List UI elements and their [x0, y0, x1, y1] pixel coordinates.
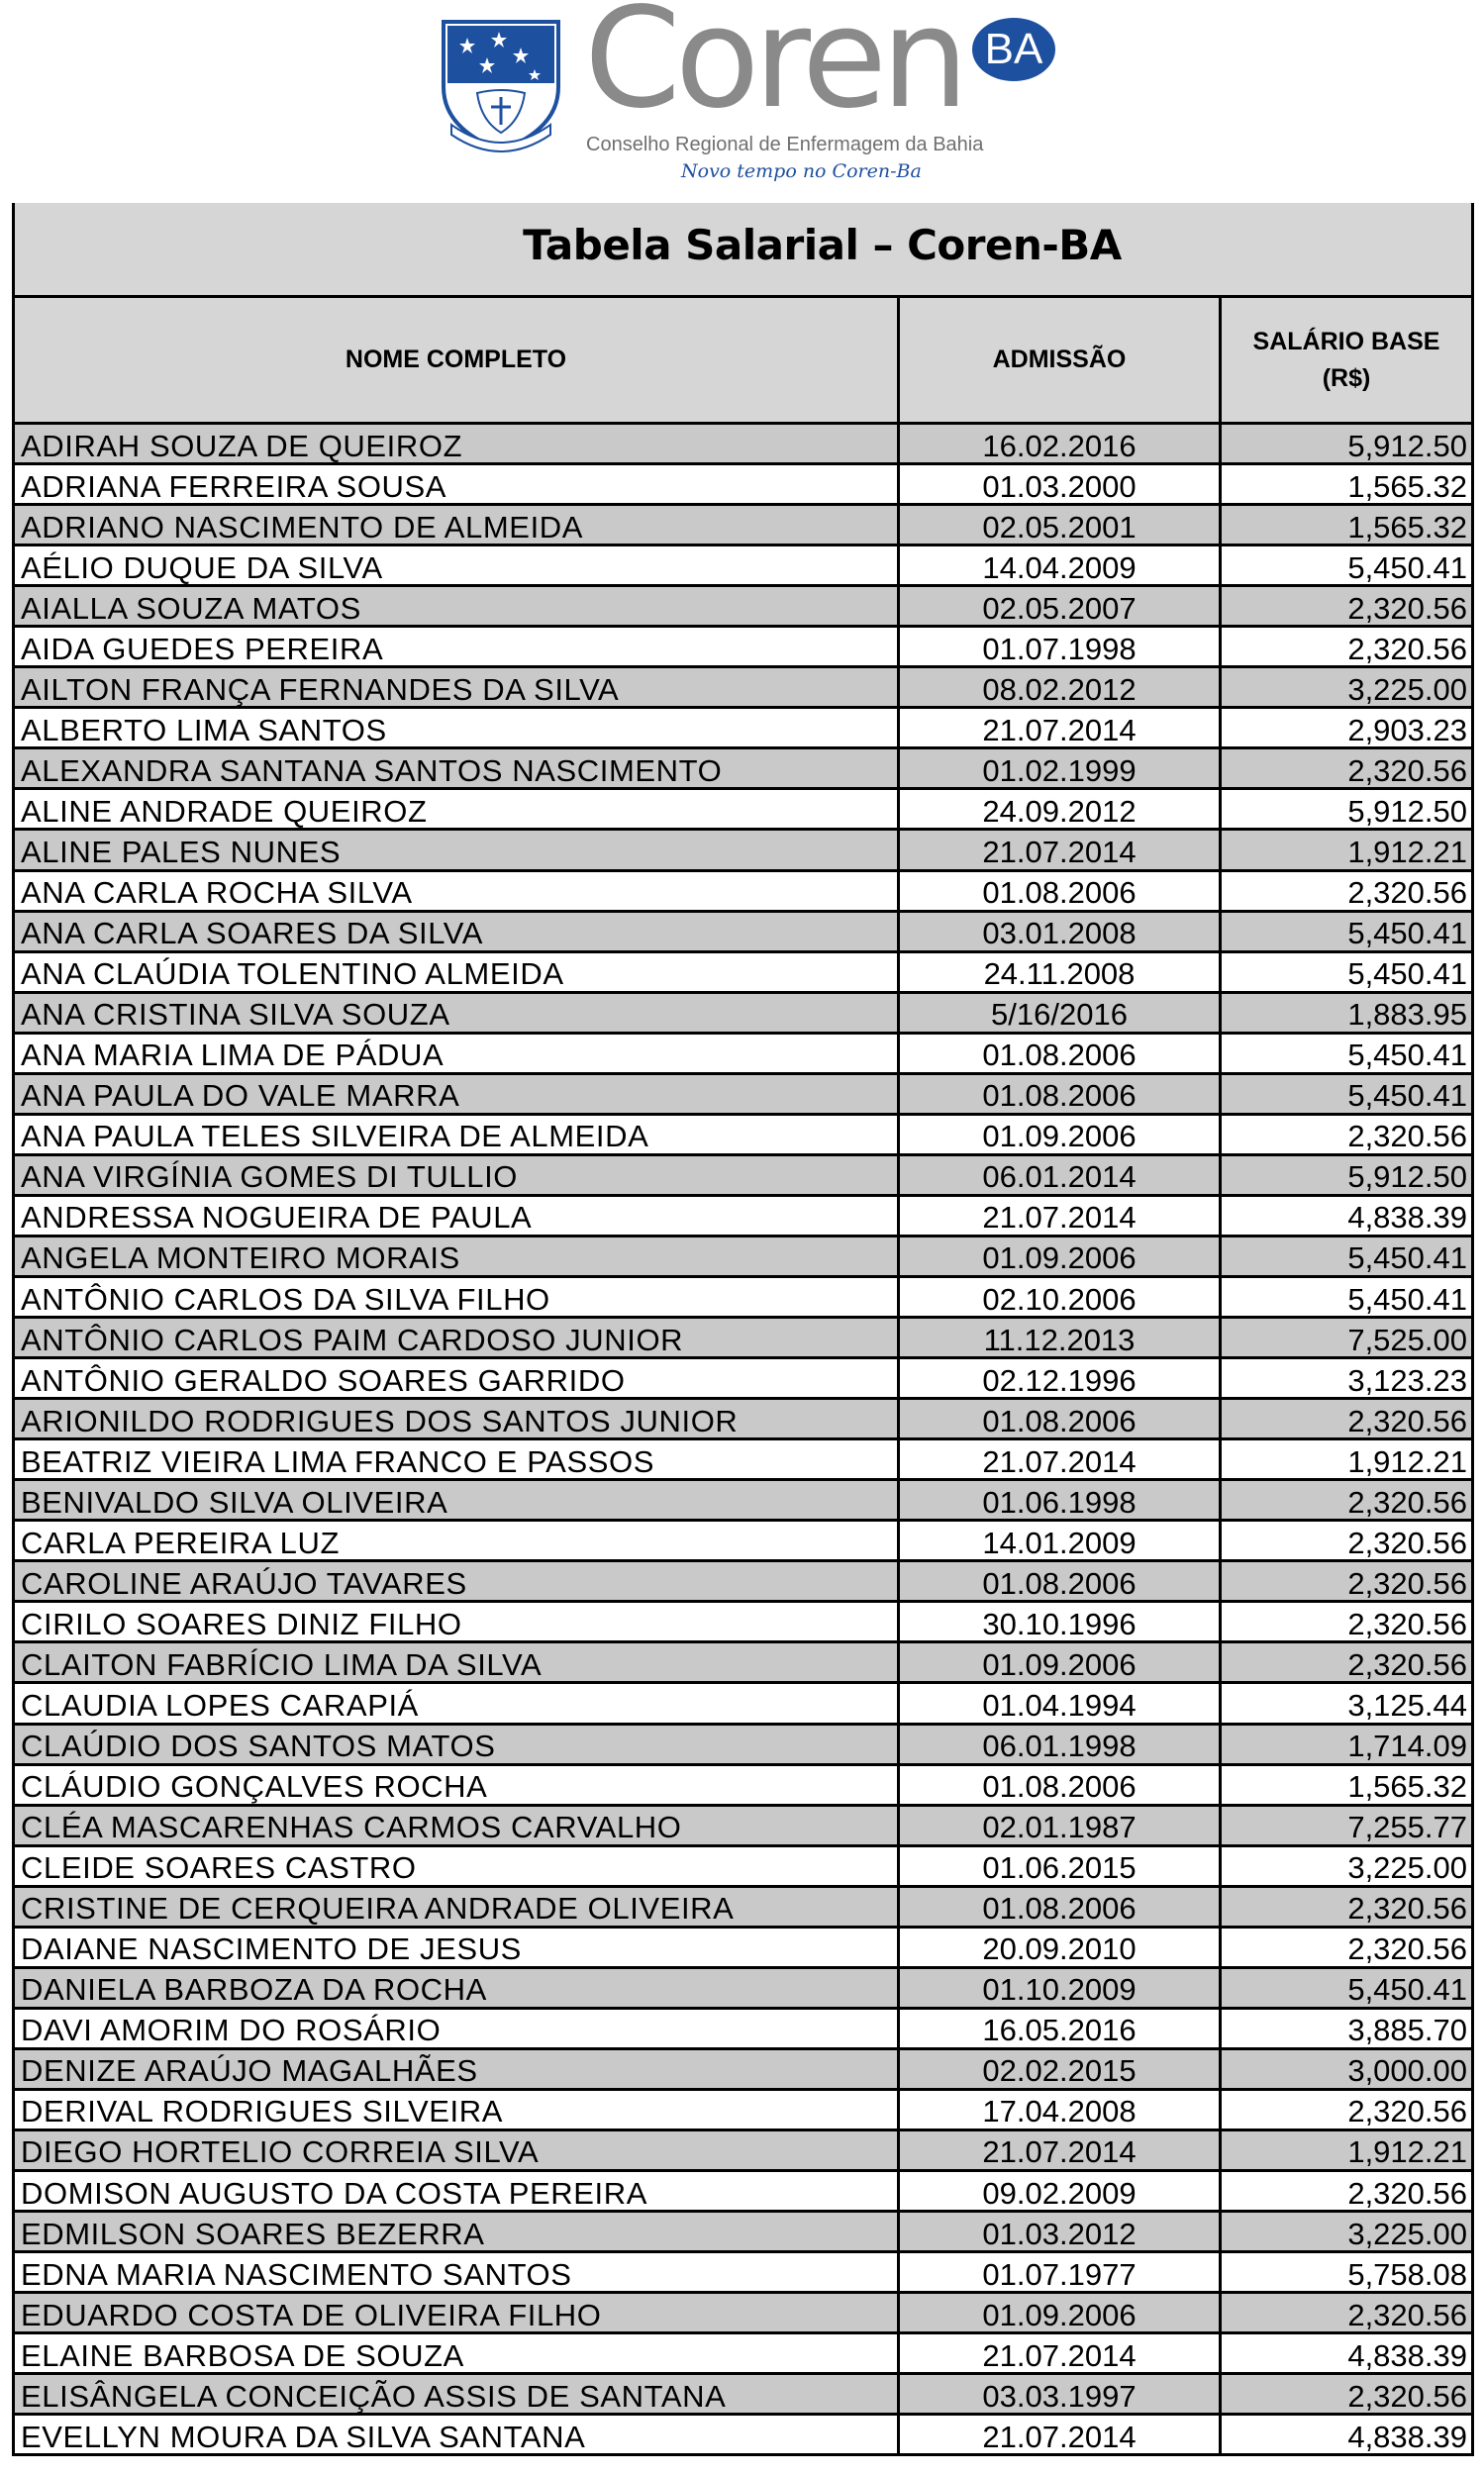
- cell-name: EDNA MARIA NASCIMENTO SANTOS: [15, 2253, 900, 2291]
- table-row: [12, 465, 1474, 506]
- cell-salary: 4,838.39: [1347, 1200, 1467, 1235]
- cell-admission: 14.04.2009: [900, 546, 1222, 584]
- cell-admission: 08.02.2012: [900, 668, 1222, 706]
- cell-admission: 11.12.2013: [900, 1319, 1222, 1356]
- table-body: [12, 425, 1474, 2456]
- cell-salary: 2,320.56: [1347, 1646, 1467, 1682]
- cell-name: DAIANE NASCIMENTO DE JESUS: [15, 1929, 900, 1966]
- table-row: [12, 546, 1474, 587]
- cell-admission: 16.02.2016: [900, 425, 1222, 462]
- cell-name: ADIRAH SOUZA DE QUEIROZ: [15, 425, 900, 462]
- table-row: [12, 831, 1474, 871]
- cell-admission: 02.02.2015: [900, 2050, 1222, 2088]
- table-row: [12, 1522, 1474, 1562]
- cell-salary: 2,903.23: [1347, 712, 1467, 747]
- column-header-salary-line1: SALÁRIO BASE: [1252, 328, 1440, 356]
- table-row: [12, 709, 1474, 749]
- cell-name: ADRIANA FERREIRA SOUSA: [15, 465, 900, 503]
- table-row: [12, 2416, 1474, 2456]
- column-header-salary-line2: (R$): [1322, 363, 1371, 392]
- table-row: [12, 1726, 1474, 1766]
- cell-salary: 2,320.56: [1347, 2175, 1467, 2211]
- cell-salary: 5,450.41: [1347, 1078, 1467, 1113]
- cell-name: ANTÔNIO GERALDO SOARES GARRIDO: [15, 1359, 900, 1397]
- cell-salary: 2,320.56: [1347, 590, 1467, 626]
- cell-name: CARLA PEREIRA LUZ: [15, 1522, 900, 1559]
- cell-name: AÉLIO DUQUE DA SILVA: [15, 546, 900, 584]
- table-row: [12, 1278, 1474, 1319]
- cell-name: ANA VIRGÍNIA GOMES DI TULLIO: [15, 1156, 900, 1194]
- table-row: [12, 1562, 1474, 1603]
- table-row: [12, 2010, 1474, 2050]
- cell-admission: 17.04.2008: [900, 2091, 1222, 2128]
- cell-admission: 01.04.1994: [900, 1684, 1222, 1722]
- cell-salary: 7,255.77: [1347, 1810, 1467, 1844]
- cell-salary: 3,125.44: [1347, 1687, 1467, 1723]
- cell-name: CLEIDE SOARES CASTRO: [15, 1847, 900, 1885]
- cell-admission: 21.07.2014: [900, 1197, 1222, 1235]
- cell-salary: 1,912.21: [1347, 2134, 1467, 2170]
- cell-name: AIDA GUEDES PEREIRA: [15, 628, 900, 665]
- table-row: [12, 1603, 1474, 1643]
- cell-salary: 7,525.00: [1347, 1322, 1467, 1357]
- cell-name: ANA MARIA LIMA DE PÁDUA: [15, 1035, 900, 1072]
- column-header-salary: [1222, 298, 1471, 422]
- cell-admission: 02.05.2007: [900, 587, 1222, 625]
- cell-name: BEATRIZ VIEIRA LIMA FRANCO E PASSOS: [15, 1440, 900, 1478]
- cell-name: CLÁUDIO GONÇALVES ROCHA: [15, 1766, 900, 1804]
- table-header-row: [12, 298, 1474, 425]
- cell-name: DENIZE ARAÚJO MAGALHÃES: [15, 2050, 900, 2088]
- table-row: [12, 1440, 1474, 1481]
- table-row: [12, 1075, 1474, 1116]
- cell-admission: 24.11.2008: [900, 953, 1222, 991]
- cell-salary: 2,320.56: [1347, 1891, 1467, 1926]
- table-row: [12, 1888, 1474, 1929]
- table-row: [12, 1319, 1474, 1359]
- cell-salary: 2,320.56: [1347, 1606, 1467, 1641]
- cell-name: DANIELA BARBOZA DA ROCHA: [15, 1969, 900, 2007]
- table-row: [12, 2050, 1474, 2091]
- cell-admission: 01.09.2006: [900, 2294, 1222, 2331]
- cell-admission: 14.01.2009: [900, 1522, 1222, 1559]
- logo-header: [0, 0, 1484, 198]
- cell-salary: 2,320.56: [1347, 2094, 1467, 2128]
- table-row: [12, 1116, 1474, 1156]
- cell-name: ELISÂNGELA CONCEIÇÃO ASSIS DE SANTANA: [15, 2375, 900, 2413]
- cell-admission: 21.07.2014: [900, 709, 1222, 746]
- cell-salary: 2,320.56: [1347, 1931, 1467, 1966]
- cell-name: ARIONILDO RODRIGUES DOS SANTOS JUNIOR: [15, 1400, 900, 1437]
- table-title-row: [12, 203, 1474, 298]
- cell-admission: 20.09.2010: [900, 1929, 1222, 1966]
- table-row: [12, 1766, 1474, 1807]
- cell-salary: 1,912.21: [1347, 1443, 1467, 1479]
- cell-name: DERIVAL RODRIGUES SILVEIRA: [15, 2091, 900, 2128]
- table-row: [12, 994, 1474, 1035]
- cell-salary: 2,320.56: [1347, 1403, 1467, 1438]
- cell-name: ANGELA MONTEIRO MORAIS: [15, 1238, 900, 1275]
- table-row: [12, 872, 1474, 913]
- table-row: [12, 1684, 1474, 1725]
- cell-admission: 06.01.2014: [900, 1156, 1222, 1194]
- coren-shield-logo: [438, 18, 564, 154]
- cell-name: DAVI AMORIM DO ROSÁRIO: [15, 2010, 900, 2047]
- cell-name: ANA CARLA SOARES DA SILVA: [15, 913, 900, 950]
- table-row: [12, 2131, 1474, 2172]
- table-row: [12, 2172, 1474, 2213]
- cell-name: ANA CARLA ROCHA SILVA: [15, 872, 900, 910]
- cell-admission: 01.02.1999: [900, 749, 1222, 787]
- table-row: [12, 668, 1474, 709]
- table-row: [12, 1643, 1474, 1684]
- table-row: [12, 628, 1474, 668]
- table-row: [12, 2294, 1474, 2334]
- table-row: [12, 1238, 1474, 1278]
- cell-salary: 1,565.32: [1347, 468, 1467, 504]
- cell-salary: 5,450.41: [1347, 916, 1467, 950]
- column-header-name: NOME COMPLETO: [15, 298, 900, 422]
- cell-name: DOMISON AUGUSTO DA COSTA PEREIRA: [15, 2172, 900, 2210]
- cell-name: CLAITON FABRÍCIO LIMA DA SILVA: [15, 1643, 900, 1681]
- cell-name: CRISTINE DE CERQUEIRA ANDRADE OLIVEIRA: [15, 1888, 900, 1926]
- cell-salary: 1,714.09: [1347, 1729, 1467, 1763]
- cell-name: ALEXANDRA SANTANA SANTOS NASCIMENTO: [15, 749, 900, 787]
- cell-admission: 02.12.1996: [900, 1359, 1222, 1397]
- table-title: Tabela Salarial – Coren-BA: [523, 221, 1122, 269]
- cell-admission: 5/16/2016: [900, 994, 1222, 1032]
- column-header-admission: ADMISSÃO: [900, 298, 1222, 422]
- cell-admission: 21.07.2014: [900, 2131, 1222, 2169]
- cell-admission: 01.08.2006: [900, 1035, 1222, 1072]
- cell-admission: 30.10.1996: [900, 1603, 1222, 1640]
- cell-salary: 2,320.56: [1347, 2378, 1467, 2414]
- cell-salary: 2,320.56: [1347, 631, 1467, 666]
- table-row: [12, 1481, 1474, 1522]
- cell-salary: 3,225.00: [1347, 1850, 1467, 1885]
- cell-admission: 01.06.2015: [900, 1847, 1222, 1885]
- table-row: [12, 2213, 1474, 2253]
- cell-name: ADRIANO NASCIMENTO DE ALMEIDA: [15, 506, 900, 544]
- table-row: [12, 1400, 1474, 1440]
- cell-salary: 3,000.00: [1347, 2053, 1467, 2088]
- cell-salary: 2,320.56: [1347, 2297, 1467, 2332]
- cell-salary: 1,883.95: [1347, 997, 1467, 1032]
- cell-name: ANTÔNIO CARLOS PAIM CARDOSO JUNIOR: [15, 1319, 900, 1356]
- cell-name: CLAUDIA LOPES CARAPIÁ: [15, 1684, 900, 1722]
- table-row: [12, 749, 1474, 790]
- table-row: [12, 953, 1474, 994]
- cell-name: CLAÚDIO DOS SANTOS MATOS: [15, 1726, 900, 1763]
- cell-name: AIALLA SOUZA MATOS: [15, 587, 900, 625]
- cell-salary: 2,320.56: [1347, 752, 1467, 788]
- cell-salary: 5,912.50: [1347, 1159, 1467, 1194]
- cell-salary: 3,225.00: [1347, 2216, 1467, 2251]
- cell-admission: 02.05.2001: [900, 506, 1222, 544]
- cell-salary: 1,565.32: [1347, 509, 1467, 544]
- cell-admission: 01.07.1998: [900, 628, 1222, 665]
- cell-admission: 01.09.2006: [900, 1643, 1222, 1681]
- cell-admission: 01.09.2006: [900, 1116, 1222, 1153]
- cell-salary: 5,450.41: [1347, 1240, 1467, 1275]
- table-row: [12, 425, 1474, 465]
- cell-admission: 16.05.2016: [900, 2010, 1222, 2047]
- cell-name: EVELLYN MOURA DA SILVA SANTANA: [15, 2416, 900, 2453]
- brand-subtitle: Conselho Regional de Enfermagem da Bahia: [586, 134, 984, 155]
- cell-salary: 5,450.41: [1347, 1281, 1467, 1317]
- cell-admission: 09.02.2009: [900, 2172, 1222, 2210]
- cell-name: ALBERTO LIMA SANTOS: [15, 709, 900, 746]
- table-row: [12, 2334, 1474, 2375]
- cell-name: AILTON FRANÇA FERNANDES DA SILVA: [15, 668, 900, 706]
- cell-admission: 01.08.2006: [900, 1888, 1222, 1926]
- cell-name: CIRILO SOARES DINIZ FILHO: [15, 1603, 900, 1640]
- cell-name: CAROLINE ARAÚJO TAVARES: [15, 1562, 900, 1600]
- table-row: [12, 2091, 1474, 2131]
- cell-name: BENIVALDO SILVA OLIVEIRA: [15, 1481, 900, 1519]
- cell-salary: 1,912.21: [1347, 834, 1467, 869]
- table-row: [12, 1156, 1474, 1197]
- cell-name: EDUARDO COSTA DE OLIVEIRA FILHO: [15, 2294, 900, 2331]
- table-row: [12, 587, 1474, 628]
- cell-name: ANTÔNIO CARLOS DA SILVA FILHO: [15, 1278, 900, 1316]
- cell-admission: 24.09.2012: [900, 790, 1222, 828]
- cell-name: ANA PAULA TELES SILVEIRA DE ALMEIDA: [15, 1116, 900, 1153]
- cell-salary: 3,225.00: [1347, 671, 1467, 707]
- cell-salary: 1,565.32: [1347, 1769, 1467, 1804]
- table-row: [12, 1847, 1474, 1888]
- cell-admission: 01.08.2006: [900, 1400, 1222, 1437]
- cell-admission: 21.07.2014: [900, 2416, 1222, 2453]
- cell-name: ALINE ANDRADE QUEIROZ: [15, 790, 900, 828]
- cell-admission: 01.03.2012: [900, 2213, 1222, 2250]
- cell-admission: 21.07.2014: [900, 2334, 1222, 2372]
- cell-admission: 21.07.2014: [900, 1440, 1222, 1478]
- cell-salary: 5,758.08: [1347, 2256, 1467, 2292]
- table-row: [12, 2375, 1474, 2416]
- cell-admission: 01.07.1977: [900, 2253, 1222, 2291]
- cell-salary: 3,885.70: [1347, 2013, 1467, 2047]
- cell-salary: 2,320.56: [1347, 1119, 1467, 1153]
- cell-salary: 4,838.39: [1347, 2337, 1467, 2373]
- table-row: [12, 1359, 1474, 1400]
- cell-salary: 4,838.39: [1347, 2419, 1467, 2454]
- cell-name: DIEGO HORTELIO CORREIA SILVA: [15, 2131, 900, 2169]
- table-row: [12, 2253, 1474, 2294]
- cell-admission: 01.09.2006: [900, 1238, 1222, 1275]
- cell-name: ALINE PALES NUNES: [15, 831, 900, 868]
- table-row: [12, 1807, 1474, 1847]
- cell-salary: 5,912.50: [1347, 793, 1467, 829]
- table-row: [12, 1969, 1474, 2010]
- cell-admission: 01.08.2006: [900, 872, 1222, 910]
- table-row: [12, 1929, 1474, 1969]
- table-row: [12, 913, 1474, 953]
- cell-admission: 06.01.1998: [900, 1726, 1222, 1763]
- cell-admission: 01.10.2009: [900, 1969, 1222, 2007]
- cell-admission: 02.10.2006: [900, 1278, 1222, 1316]
- brand-badge: BA: [972, 18, 1055, 81]
- cell-admission: 03.03.1997: [900, 2375, 1222, 2413]
- cell-admission: 01.03.2000: [900, 465, 1222, 503]
- cell-salary: 5,450.41: [1347, 1972, 1467, 2007]
- cell-salary: 3,123.23: [1347, 1362, 1467, 1398]
- cell-name: ANA CRISTINA SILVA SOUZA: [15, 994, 900, 1032]
- cell-name: ELAINE BARBOSA DE SOUZA: [15, 2334, 900, 2372]
- table-row: [12, 790, 1474, 831]
- cell-admission: 01.08.2006: [900, 1766, 1222, 1804]
- cell-admission: 01.06.1998: [900, 1481, 1222, 1519]
- brand-name: Coren: [584, 0, 963, 140]
- cell-admission: 21.07.2014: [900, 831, 1222, 868]
- cell-name: ANA PAULA DO VALE MARRA: [15, 1075, 900, 1113]
- cell-admission: 01.08.2006: [900, 1562, 1222, 1600]
- cell-salary: 2,320.56: [1347, 1565, 1467, 1601]
- brand-slogan: Novo tempo no Coren-Ba: [681, 160, 922, 182]
- table-row: [12, 1197, 1474, 1238]
- cell-salary: 2,320.56: [1347, 1525, 1467, 1560]
- cell-salary: 2,320.56: [1347, 875, 1467, 910]
- table-row: [12, 506, 1474, 546]
- cell-salary: 5,450.41: [1347, 956, 1467, 991]
- cell-admission: 01.08.2006: [900, 1075, 1222, 1113]
- cell-name: EDMILSON SOARES BEZERRA: [15, 2213, 900, 2250]
- cell-name: ANA CLAÚDIA TOLENTINO ALMEIDA: [15, 953, 900, 991]
- salary-table: [12, 203, 1474, 2465]
- cell-salary: 2,320.56: [1347, 1484, 1467, 1520]
- cell-salary: 5,450.41: [1347, 1038, 1467, 1072]
- cell-salary: 5,450.41: [1347, 549, 1467, 585]
- cell-admission: 03.01.2008: [900, 913, 1222, 950]
- cell-name: CLÉA MASCARENHAS CARMOS CARVALHO: [15, 1807, 900, 1844]
- cell-salary: 5,912.50: [1347, 428, 1467, 463]
- cell-name: ANDRESSA NOGUEIRA DE PAULA: [15, 1197, 900, 1235]
- table-row: [12, 1035, 1474, 1075]
- cell-admission: 02.01.1987: [900, 1807, 1222, 1844]
